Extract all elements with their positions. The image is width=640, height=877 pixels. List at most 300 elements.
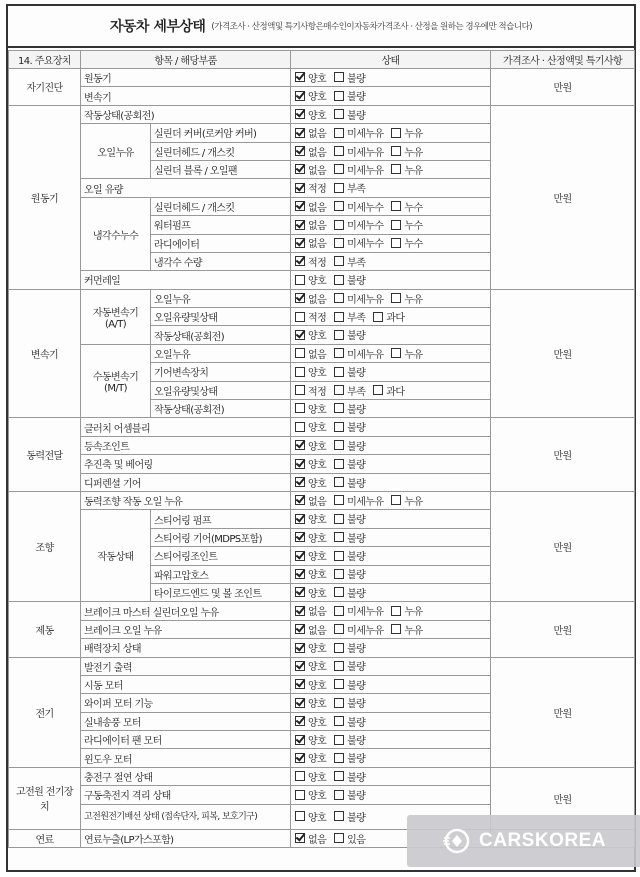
checkbox-icon[interactable] <box>334 91 344 101</box>
state-cell <box>291 326 491 344</box>
state-cell <box>291 216 491 234</box>
item-cell: 기어변속장치 <box>151 363 291 381</box>
state-option[interactable] <box>391 622 422 637</box>
state-option-label: 양호 <box>308 423 327 435</box>
checkbox-icon[interactable] <box>391 495 401 505</box>
state-option[interactable] <box>295 493 326 508</box>
state-option-label: 불량 <box>347 276 366 288</box>
checked-checkbox-icon[interactable] <box>295 330 305 340</box>
checked-checkbox-icon[interactable] <box>295 220 305 230</box>
state-cell <box>291 160 491 178</box>
state-option-label: 없음 <box>308 607 327 619</box>
checkbox-icon[interactable] <box>295 790 305 800</box>
state-option[interactable] <box>373 383 404 398</box>
state-option-label: 적정 <box>308 184 327 196</box>
state-option[interactable] <box>334 254 365 269</box>
state-cell <box>291 675 491 693</box>
state-option-label: 양호 <box>308 92 327 104</box>
state-option[interactable] <box>295 346 326 361</box>
state-option[interactable] <box>334 809 365 824</box>
state-option[interactable] <box>334 309 365 324</box>
state-option-label: 없음 <box>308 239 327 251</box>
checkbox-icon[interactable] <box>391 293 401 303</box>
state-option[interactable] <box>295 456 326 471</box>
state-option[interactable] <box>334 456 365 471</box>
state-cell <box>291 381 491 399</box>
state-option[interactable] <box>391 493 422 508</box>
state-option[interactable] <box>295 309 326 324</box>
state-option[interactable] <box>334 125 383 140</box>
state-option-label: 양호 <box>308 478 327 490</box>
checkbox-icon[interactable] <box>334 833 344 843</box>
state-cell <box>291 124 491 142</box>
table-row <box>9 69 635 87</box>
state-option[interactable] <box>334 640 365 655</box>
state-option-label: 불량 <box>347 515 366 527</box>
state-option-label: 불량 <box>347 812 366 824</box>
state-option[interactable] <box>295 511 326 526</box>
state-option[interactable] <box>334 831 365 846</box>
checkbox-icon[interactable] <box>295 312 305 322</box>
checkbox-icon[interactable] <box>334 201 344 211</box>
state-option[interactable] <box>391 217 422 232</box>
checked-checkbox-icon[interactable] <box>295 201 305 211</box>
checkbox-icon[interactable] <box>334 146 344 156</box>
checkbox-icon[interactable] <box>334 275 344 285</box>
checkbox-icon[interactable] <box>295 367 305 377</box>
checked-checkbox-icon[interactable] <box>295 551 305 561</box>
state-option-label: 양호 <box>308 404 327 416</box>
checked-checkbox-icon[interactable] <box>295 459 305 469</box>
state-option[interactable] <box>373 309 404 324</box>
state-option[interactable] <box>334 787 365 802</box>
state-option[interactable] <box>334 658 365 673</box>
state-option[interactable] <box>295 677 326 692</box>
checkbox-icon[interactable] <box>334 422 344 432</box>
device-cell: 원동기 <box>9 105 81 289</box>
checked-checkbox-icon[interactable] <box>295 146 305 156</box>
checkbox-icon[interactable] <box>334 72 344 82</box>
state-option[interactable] <box>391 162 422 177</box>
state-option-label: 없음 <box>308 165 327 177</box>
state-option-label: 불량 <box>347 552 366 564</box>
checked-checkbox-icon[interactable] <box>295 716 305 726</box>
state-option-label: 누유 <box>404 349 423 361</box>
state-option[interactable] <box>334 272 365 287</box>
state-option-label: 미세누유 <box>347 165 384 177</box>
state-option[interactable] <box>334 695 365 710</box>
state-option[interactable] <box>334 438 365 453</box>
checked-checkbox-icon[interactable] <box>295 735 305 745</box>
checkbox-icon[interactable] <box>391 128 401 138</box>
state-option[interactable] <box>295 714 326 729</box>
price-cell: 만원 <box>491 418 635 492</box>
state-option[interactable] <box>295 419 326 434</box>
state-option[interactable] <box>334 107 365 122</box>
checkbox-icon[interactable] <box>295 348 305 358</box>
checkbox-icon[interactable] <box>334 514 344 524</box>
state-option[interactable] <box>334 235 383 250</box>
state-option[interactable] <box>334 769 365 784</box>
state-option-label: 양호 <box>308 73 327 85</box>
state-option[interactable] <box>295 622 326 637</box>
state-option[interactable] <box>334 180 365 195</box>
checkbox-icon[interactable] <box>334 569 344 579</box>
state-cell <box>291 639 491 657</box>
state-option[interactable] <box>391 144 422 159</box>
state-option[interactable] <box>295 364 326 379</box>
state-option-label: 미세누유 <box>347 496 384 508</box>
state-option[interactable] <box>295 831 326 846</box>
checked-checkbox-icon[interactable] <box>295 532 305 542</box>
item-cell: 오일누유 <box>151 289 291 307</box>
state-option[interactable] <box>334 677 365 692</box>
state-option[interactable] <box>295 217 326 232</box>
checked-checkbox-icon[interactable] <box>295 238 305 248</box>
checkbox-icon[interactable] <box>295 422 305 432</box>
item-cell: 작동상태(공회전) <box>151 400 291 418</box>
checked-checkbox-icon[interactable] <box>295 440 305 450</box>
checkbox-icon[interactable] <box>334 256 344 266</box>
state-option[interactable] <box>391 291 422 306</box>
state-option[interactable] <box>334 714 365 729</box>
checkbox-icon[interactable] <box>334 771 344 781</box>
price-cell: 만원 <box>491 105 635 289</box>
item-cell: 파워고압호스 <box>151 565 291 583</box>
state-option[interactable] <box>334 291 383 306</box>
state-option-label: 양호 <box>308 754 327 766</box>
state-option-label: 적정 <box>308 386 327 398</box>
header-state: 상태 <box>291 51 491 69</box>
state-option[interactable] <box>334 548 365 563</box>
checked-checkbox-icon[interactable] <box>295 569 305 579</box>
checkbox-icon[interactable] <box>391 606 401 616</box>
item-cell: 디퍼렌셜 기어 <box>81 473 291 491</box>
state-option[interactable] <box>334 585 365 600</box>
state-option-label: 누유 <box>404 607 423 619</box>
state-cell <box>291 583 491 601</box>
state-cell <box>291 344 491 362</box>
checkbox-icon[interactable] <box>391 348 401 358</box>
state-option-label: 누유 <box>404 294 423 306</box>
checkbox-icon[interactable] <box>295 771 305 781</box>
state-option[interactable] <box>391 235 422 250</box>
state-option[interactable] <box>295 199 326 214</box>
state-option[interactable] <box>334 603 383 618</box>
state-option[interactable] <box>295 809 326 824</box>
checked-checkbox-icon[interactable] <box>295 109 305 119</box>
state-option[interactable] <box>295 144 326 159</box>
state-option[interactable] <box>295 70 326 85</box>
state-option[interactable] <box>295 769 326 784</box>
state-option-label: 적정 <box>308 257 327 269</box>
state-option-label: 양호 <box>308 515 327 527</box>
state-option[interactable] <box>334 566 365 581</box>
state-option-label: 없음 <box>308 834 327 846</box>
state-option[interactable] <box>295 603 326 618</box>
checkbox-icon[interactable] <box>295 275 305 285</box>
state-option-label: 부족 <box>347 386 366 398</box>
item-cell: 원동기 <box>81 69 291 87</box>
checkbox-icon[interactable] <box>334 348 344 358</box>
group-cell: 수동변속기 (M/T) <box>81 344 151 418</box>
checked-checkbox-icon[interactable] <box>295 477 305 487</box>
state-option-label: 양호 <box>308 368 327 380</box>
checked-checkbox-icon[interactable] <box>295 164 305 174</box>
checkbox-icon[interactable] <box>334 624 344 634</box>
checkbox-icon[interactable] <box>334 238 344 248</box>
state-option[interactable] <box>334 732 365 747</box>
checkbox-icon[interactable] <box>334 183 344 193</box>
checkbox-icon[interactable] <box>373 312 383 322</box>
state-cell <box>291 363 491 381</box>
carskorea-logo-icon <box>443 827 471 855</box>
device-cell: 고전원 전기장치 <box>9 767 81 829</box>
state-option-label: 양호 <box>308 276 327 288</box>
state-option[interactable] <box>295 787 326 802</box>
state-option[interactable] <box>295 162 326 177</box>
state-option[interactable] <box>391 346 422 361</box>
item-cell: 고전원전기배선 상태 (접속단자, 피복, 보호기구) <box>81 804 291 829</box>
item-cell: 라디에이터 <box>151 234 291 252</box>
state-option-label: 없음 <box>308 202 327 214</box>
checkbox-icon[interactable] <box>391 624 401 634</box>
checked-checkbox-icon[interactable] <box>295 587 305 597</box>
state-cell <box>291 657 491 675</box>
header-item: 항목 / 해당부품 <box>81 51 291 69</box>
checkbox-icon[interactable] <box>334 790 344 800</box>
checkbox-icon[interactable] <box>334 606 344 616</box>
state-cell <box>291 455 491 473</box>
state-option[interactable] <box>334 162 383 177</box>
state-option[interactable] <box>295 401 326 416</box>
item-cell: 작동상태(공회전) <box>151 326 291 344</box>
state-option[interactable] <box>295 695 326 710</box>
checkbox-icon[interactable] <box>334 551 344 561</box>
checked-checkbox-icon[interactable] <box>295 661 305 671</box>
state-option[interactable] <box>295 566 326 581</box>
state-option-label: 불량 <box>347 92 366 104</box>
state-cell <box>291 234 491 252</box>
state-option-label: 불량 <box>347 699 366 711</box>
state-option-label: 부족 <box>347 313 366 325</box>
checkbox-icon[interactable] <box>391 201 401 211</box>
checkbox-icon[interactable] <box>334 495 344 505</box>
checkbox-icon[interactable] <box>373 385 383 395</box>
checked-checkbox-icon[interactable] <box>295 679 305 689</box>
checkbox-icon[interactable] <box>334 643 344 653</box>
item-cell: 변속기 <box>81 87 291 105</box>
state-option[interactable] <box>295 438 326 453</box>
item-cell: 충전구 절연 상태 <box>81 767 291 785</box>
checkbox-icon[interactable] <box>334 128 344 138</box>
state-option-label: 누유 <box>404 129 423 141</box>
state-option-label: 누유 <box>404 496 423 508</box>
checkbox-icon[interactable] <box>334 679 344 689</box>
state-cell <box>291 179 491 197</box>
checked-checkbox-icon[interactable] <box>295 128 305 138</box>
state-option[interactable] <box>334 364 365 379</box>
state-cell <box>291 749 491 767</box>
state-option[interactable] <box>334 401 365 416</box>
state-option-label: 양호 <box>308 662 327 674</box>
state-option-label: 누유 <box>404 625 423 637</box>
checked-checkbox-icon[interactable] <box>295 72 305 82</box>
title-note: (가격조사 · 산정액및 특기사항은매수인이자동차가격조사 · 산정을 원하는 경우에만 적습니다) <box>211 22 533 32</box>
state-option-label: 불량 <box>347 110 366 122</box>
state-option[interactable] <box>334 622 383 637</box>
checked-checkbox-icon[interactable] <box>295 495 305 505</box>
item-cell: 추진축 및 베어링 <box>81 455 291 473</box>
checked-checkbox-icon[interactable] <box>295 833 305 843</box>
state-option-label: 불량 <box>347 736 366 747</box>
checkbox-icon[interactable] <box>334 220 344 230</box>
state-option[interactable] <box>334 217 383 232</box>
state-option-label: 양호 <box>308 772 327 784</box>
state-option[interactable] <box>334 750 365 765</box>
table-row <box>9 289 635 307</box>
state-option[interactable] <box>295 658 326 673</box>
checkbox-icon[interactable] <box>334 735 344 745</box>
state-option[interactable] <box>334 383 365 398</box>
state-option-label: 불량 <box>347 423 366 435</box>
price-cell: 만원 <box>491 491 635 601</box>
state-cell <box>291 289 491 307</box>
state-option[interactable] <box>295 291 326 306</box>
item-cell: 클러치 어셈블리 <box>81 418 291 436</box>
checkbox-icon[interactable] <box>334 587 344 597</box>
table-body <box>9 69 635 848</box>
state-option[interactable] <box>334 88 365 103</box>
watermark-text: CARSKOREA <box>479 830 606 851</box>
checkbox-icon[interactable] <box>391 146 401 156</box>
state-option[interactable] <box>295 107 326 122</box>
checkbox-icon[interactable] <box>391 238 401 248</box>
checkbox-icon[interactable] <box>334 532 344 542</box>
checkbox-icon[interactable] <box>391 164 401 174</box>
table-row <box>9 418 635 436</box>
table-row <box>9 602 635 620</box>
checkbox-icon[interactable] <box>295 385 305 395</box>
checkbox-icon[interactable] <box>334 459 344 469</box>
item-cell: 구동축전지 격리 상태 <box>81 786 291 804</box>
item-cell: 냉각수 수량 <box>151 252 291 270</box>
item-cell: 발전기 출력 <box>81 657 291 675</box>
state-option[interactable] <box>334 70 365 85</box>
checked-checkbox-icon[interactable] <box>295 698 305 708</box>
checkbox-icon[interactable] <box>334 716 344 726</box>
state-option[interactable] <box>295 327 326 342</box>
state-option-label: 미세누유 <box>347 147 384 159</box>
state-cell <box>291 712 491 730</box>
state-option[interactable] <box>295 254 326 269</box>
state-option[interactable] <box>295 475 326 490</box>
checkbox-icon[interactable] <box>334 753 344 763</box>
item-cell: 브레이크 오일 누유 <box>81 620 291 638</box>
state-option[interactable] <box>391 199 422 214</box>
state-option[interactable] <box>391 603 422 618</box>
checked-checkbox-icon[interactable] <box>295 91 305 101</box>
state-option-label: 미세누유 <box>347 607 384 619</box>
state-option[interactable] <box>334 346 383 361</box>
state-option-label: 없음 <box>308 147 327 159</box>
checked-checkbox-icon[interactable] <box>295 183 305 193</box>
checkbox-icon[interactable] <box>334 698 344 708</box>
state-option[interactable] <box>295 88 326 103</box>
state-option-label: 양호 <box>308 110 327 122</box>
checkbox-icon[interactable] <box>334 164 344 174</box>
checked-checkbox-icon[interactable] <box>295 643 305 653</box>
state-option[interactable] <box>334 419 365 434</box>
state-option[interactable] <box>295 530 326 545</box>
checked-checkbox-icon[interactable] <box>295 624 305 634</box>
state-option[interactable] <box>295 548 326 563</box>
state-option[interactable] <box>295 750 326 765</box>
checkbox-icon[interactable] <box>334 109 344 119</box>
state-option-label: 적정 <box>308 313 327 325</box>
checkbox-icon[interactable] <box>391 220 401 230</box>
checkbox-icon[interactable] <box>334 811 344 821</box>
checkbox-icon[interactable] <box>334 330 344 340</box>
state-option[interactable] <box>295 640 326 655</box>
state-option[interactable] <box>295 383 326 398</box>
checkbox-icon[interactable] <box>334 312 344 322</box>
state-option[interactable] <box>391 125 422 140</box>
checkbox-icon[interactable] <box>334 293 344 303</box>
state-option[interactable] <box>295 272 326 287</box>
state-option-label: 양호 <box>308 441 327 453</box>
header-price: 가격조사 · 산정액및 특기사항 <box>491 51 635 69</box>
state-option[interactable] <box>334 511 365 526</box>
checkbox-icon[interactable] <box>334 440 344 450</box>
checkbox-icon[interactable] <box>334 367 344 377</box>
state-option-label: 양호 <box>308 644 327 656</box>
state-option[interactable] <box>295 180 326 195</box>
state-option[interactable] <box>295 235 326 250</box>
state-option-label: 불량 <box>347 331 366 343</box>
checked-checkbox-icon[interactable] <box>295 753 305 763</box>
state-option-label: 양호 <box>308 717 327 729</box>
state-cell <box>291 602 491 620</box>
checked-checkbox-icon[interactable] <box>295 256 305 266</box>
state-option[interactable] <box>295 585 326 600</box>
checked-checkbox-icon[interactable] <box>295 293 305 303</box>
checked-checkbox-icon[interactable] <box>295 514 305 524</box>
checkbox-icon[interactable] <box>334 385 344 395</box>
checkbox-icon[interactable] <box>334 477 344 487</box>
checkbox-icon[interactable] <box>295 403 305 413</box>
state-option[interactable] <box>334 493 383 508</box>
state-option[interactable] <box>334 530 365 545</box>
state-option[interactable] <box>334 475 365 490</box>
table-row <box>9 657 635 675</box>
state-option-label: 양호 <box>308 570 327 582</box>
state-option[interactable] <box>334 199 383 214</box>
state-option[interactable] <box>295 732 326 747</box>
group-cell: 냉각수누수 <box>81 197 151 271</box>
checkbox-icon[interactable] <box>334 661 344 671</box>
checkbox-icon[interactable] <box>295 811 305 821</box>
state-option-label: 양호 <box>308 812 327 824</box>
state-option-label: 양호 <box>308 699 327 711</box>
checked-checkbox-icon[interactable] <box>295 606 305 616</box>
state-option[interactable] <box>334 144 383 159</box>
state-option[interactable] <box>334 327 365 342</box>
item-cell: 스티어링 기어(MDPS포함) <box>151 528 291 546</box>
state-option[interactable] <box>295 125 326 140</box>
checkbox-icon[interactable] <box>334 403 344 413</box>
state-option-label: 누수 <box>404 239 423 251</box>
